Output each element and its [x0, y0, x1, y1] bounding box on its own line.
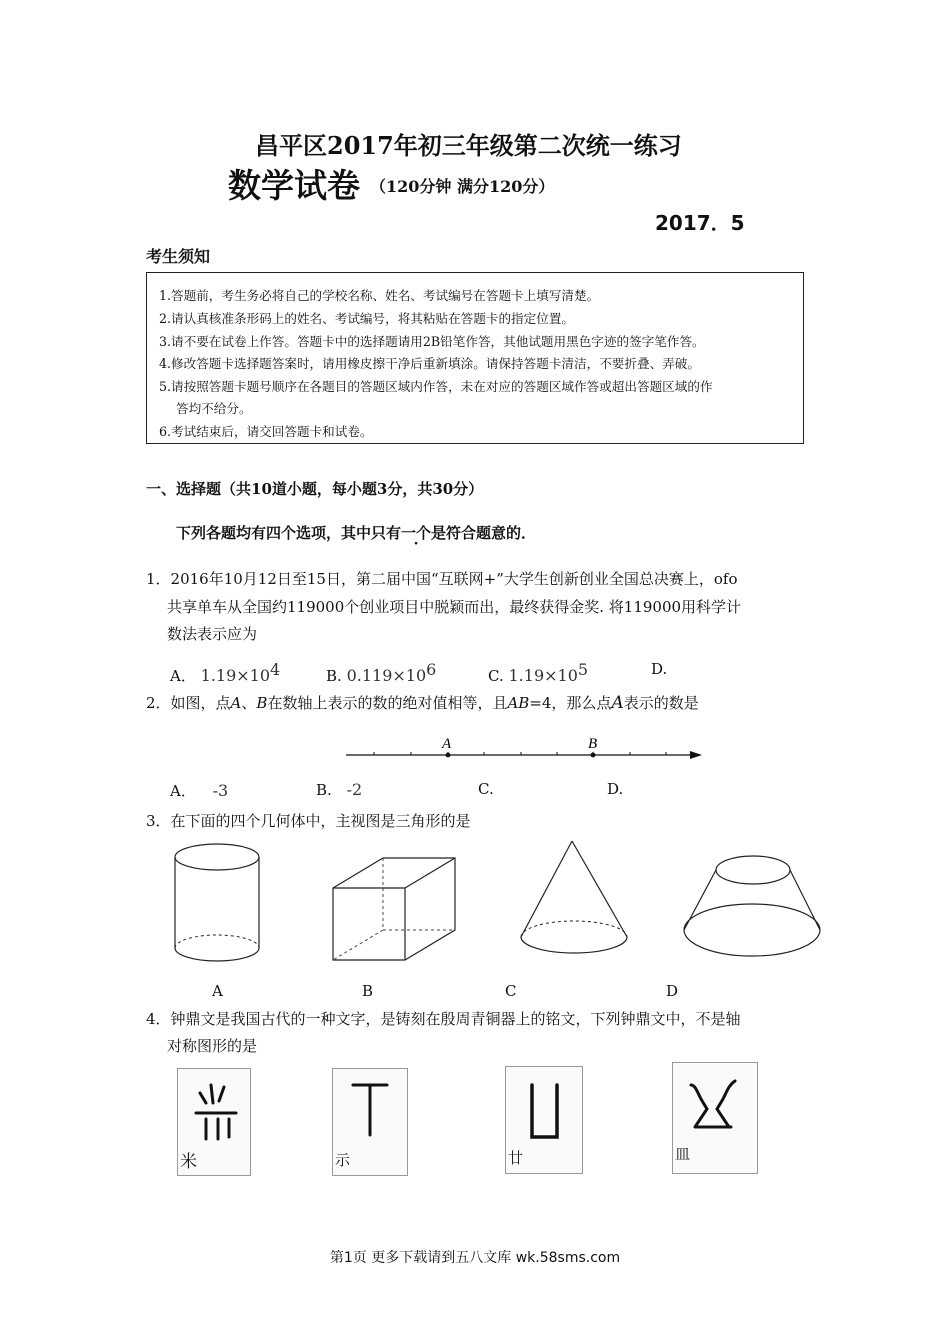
q2-option-b[interactable] [316, 780, 362, 799]
q2-text: 2．如图，点 [146, 694, 231, 712]
inscription-image-4[interactable] [672, 1062, 758, 1174]
option-label: B. [326, 667, 342, 685]
question-3-line: 3．在下面的四个几何体中，主视图是三角形的是 [146, 812, 471, 830]
instruction-text: 是符合题意的． [431, 524, 537, 542]
q2-option-a[interactable] [170, 780, 228, 801]
question-4-line: 4．钟鼎文是我国古代的一种文字，是铸刻在殷周青铜器上的铭文，下列钟鼎文中，不是轴 [146, 1010, 741, 1028]
notice-item: 2.请认真核准条形码上的姓名、考试编号，将其粘贴在答题卡的指定位置。 [159, 311, 575, 326]
number-line-arrow-icon [690, 751, 702, 759]
figure-label-b: B [362, 982, 374, 1000]
figure-label-c: C [505, 982, 517, 1000]
modern-char: 廿 [508, 1149, 524, 1167]
cuboid-figure[interactable] [325, 850, 470, 970]
number-line-figure [340, 730, 710, 770]
q2-text: =4，那么点 [529, 694, 612, 712]
notice-box [146, 272, 804, 444]
option-value: -2 [346, 780, 363, 799]
instruction-text: 下列各题均有四个选项，其中只有 [176, 524, 402, 542]
inscription-image-3[interactable] [505, 1066, 583, 1174]
option-label: D. [607, 780, 624, 798]
notice-item: 4.修改答题卡选择题答案时，请用橡皮擦干净后重新填涂。请保持答题卡清洁，不要折叠、弄破。 [159, 356, 700, 371]
option-exponent: 5 [577, 660, 589, 679]
option-value: -3 [212, 781, 229, 800]
option-exponent: 4 [270, 660, 281, 679]
exam-title-main: 数学试卷 [228, 166, 360, 205]
option-mantissa: 0.119×10 [346, 666, 427, 685]
notice-item: 3.请不要在试卷上作答。答题卡中的选择题请用2B铅笔作答，其他试题用黑色字迹的签字笔作答。 [159, 334, 705, 349]
option-label: A． [170, 667, 196, 685]
question-4-line: 对称图形的是 [167, 1037, 258, 1055]
notice-item: 5.请按照答题卡题号顺序在各题目的答题区域内作答，未在对应的答题区域作答或超出答题区域的作 [159, 379, 713, 394]
instruction-emphasis: 一个 [401, 524, 432, 542]
q2-option-c[interactable] [478, 780, 494, 798]
cone-figure[interactable] [515, 835, 635, 970]
inscription-image-2[interactable] [332, 1068, 408, 1176]
option-label: C. [478, 780, 494, 798]
page-footer: 第1页 更多下载请到五八文库 wk.58sms.com [329, 1250, 621, 1266]
point-a-dot [446, 753, 451, 758]
notice-item: 6.考试结束后，请交回答题卡和试卷。 [159, 424, 373, 439]
notice-item: 答均不给分。 [176, 401, 252, 416]
option-mantissa: 1.19×10 [508, 666, 578, 685]
modern-char: 米 [180, 1152, 197, 1172]
q1-option-b[interactable] [326, 660, 436, 685]
question-1-line: 1．2016年10月12日至15日，第二届中国“互联网+”大学生创新创业全国总决赛上，ofo [146, 570, 738, 588]
q2-text: 表示的数是 [623, 694, 699, 712]
section-heading: 一、选择题（共10道小题，每小题3分，共30分） [146, 480, 484, 498]
option-label: B. [316, 781, 332, 799]
notice-heading: 考生须知 [146, 247, 211, 266]
question-1-line: 共享单车从全国约119000个创业项目中脱颖而出，最终获得金奖. 将119000用科学计 [167, 598, 742, 616]
exam-date: 2017．5 [655, 211, 745, 235]
q2-text: 在数轴上表示的数的绝对值相等，且 [267, 694, 508, 712]
figure-label-d: D [666, 982, 679, 1000]
q2-option-d[interactable] [607, 780, 623, 798]
point-b-dot [591, 753, 596, 758]
q1-option-a[interactable] [170, 660, 280, 686]
modern-char: 示 [335, 1151, 351, 1169]
figure-label-a: A [212, 982, 223, 1000]
section-instruction [176, 522, 536, 543]
q1-option-d[interactable] [651, 660, 667, 678]
notice-item: 1.答题前，考生务必将自己的学校名称、姓名、考试编号在答题卡上填写清楚。 [159, 288, 600, 303]
modern-char: 皿 [675, 1145, 691, 1163]
q1-option-c[interactable] [488, 660, 588, 685]
q2-text: 、 [241, 694, 257, 712]
q2-point-a: A [230, 694, 242, 712]
question-2-line [146, 692, 699, 713]
option-label: C. [488, 667, 504, 685]
exam-duration-score: （120分钟 满分120分） [370, 177, 555, 196]
question-1-line: 数法表示应为 [167, 625, 258, 643]
option-label: D. [651, 660, 668, 678]
cylinder-figure[interactable] [165, 840, 270, 970]
inscription-image-1[interactable] [177, 1068, 251, 1176]
axis-label-a: A [442, 736, 452, 752]
option-mantissa: 1.19×10 [200, 666, 271, 685]
option-exponent: 6 [426, 660, 437, 679]
q2-segment-ab: AB [507, 694, 530, 712]
q2-point-a: A [611, 693, 624, 713]
axis-label-b: B [588, 736, 598, 752]
exam-title-line1: 昌平区2017年初三年级第二次统一练习 [255, 131, 682, 160]
q2-point-b: B [256, 694, 268, 712]
frustum-figure[interactable] [680, 850, 825, 965]
option-label: A． [170, 782, 196, 800]
